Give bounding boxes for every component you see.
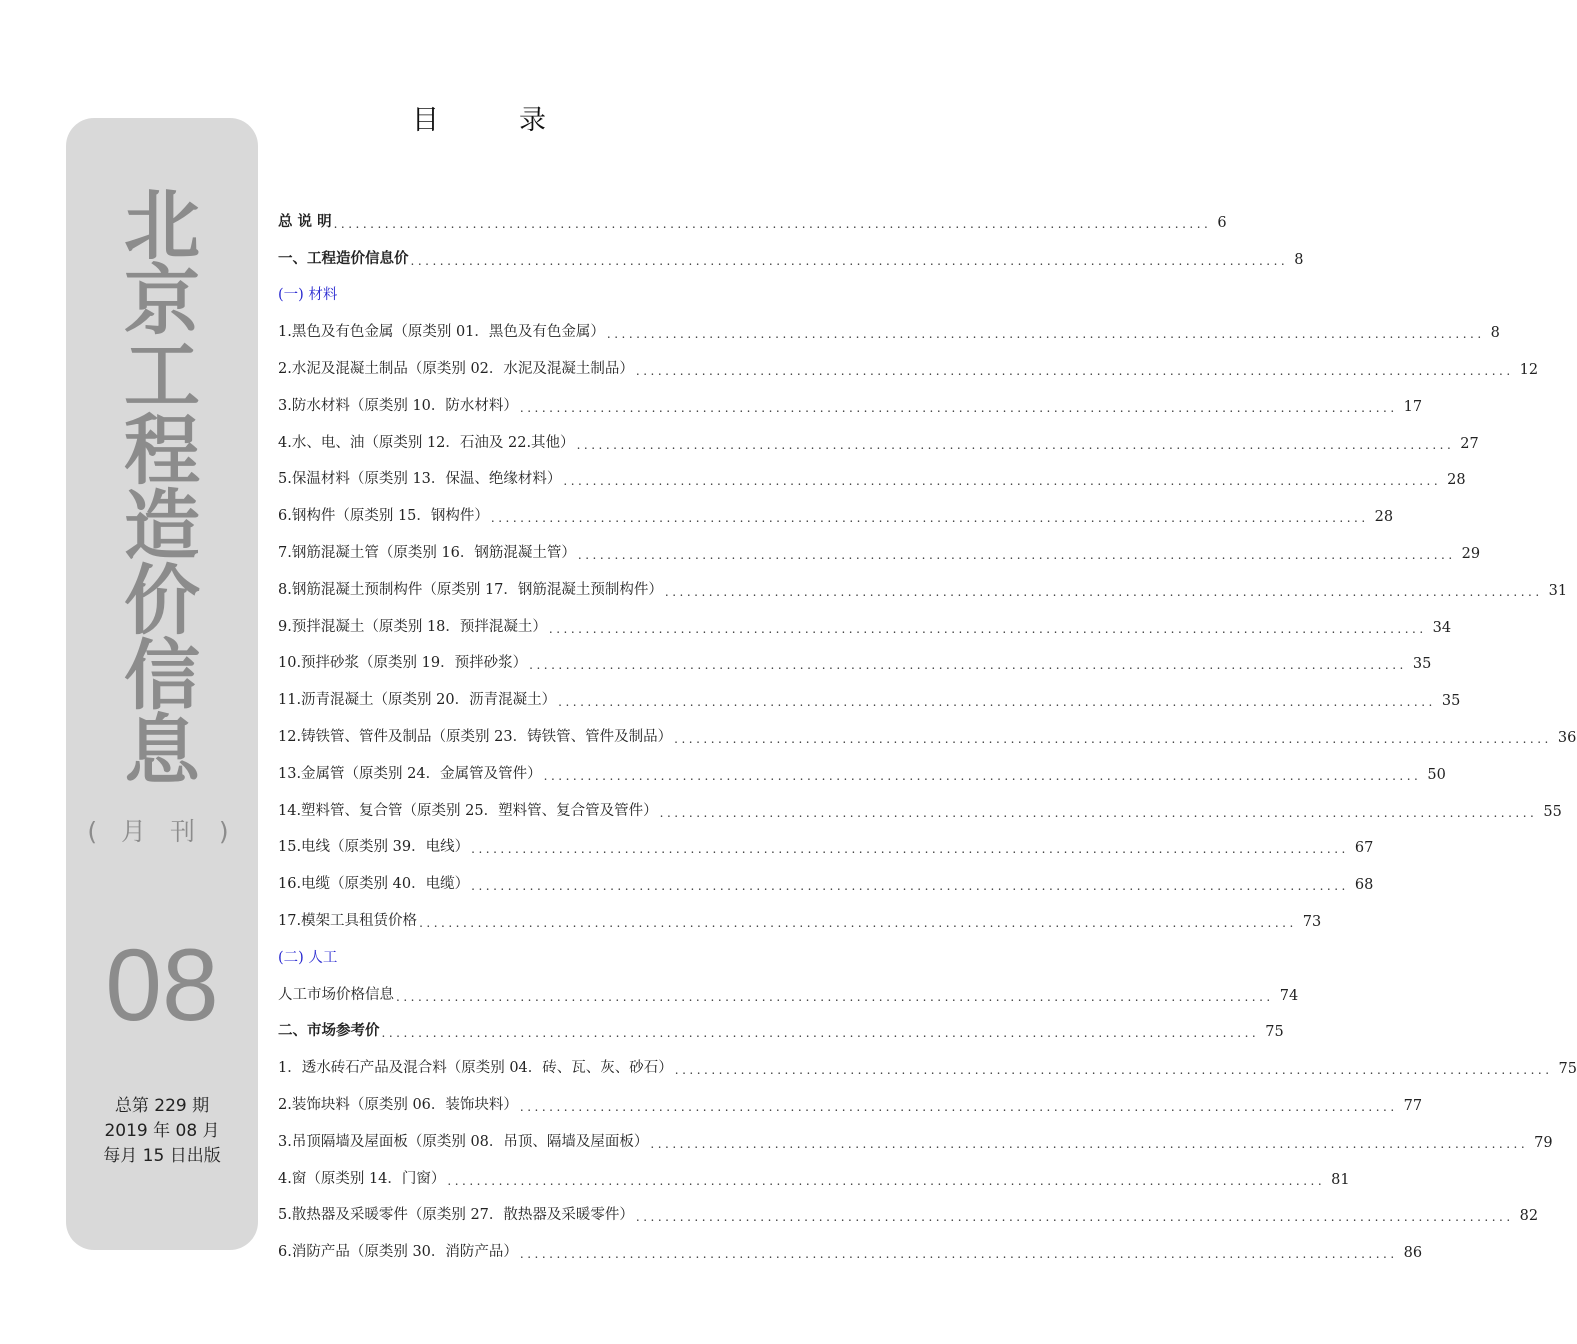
toc-entry[interactable] — [278, 347, 1539, 384]
toc-entry-label: 7.钢筋混凝土管（原类别 16．钢筋混凝土管） — [278, 544, 576, 561]
toc-entry-label: 10.预拌砂浆（原类别 19．预拌砂浆） — [278, 655, 528, 672]
toc-page-number: 28 — [1447, 472, 1466, 489]
toc-entry-label: 4.窗（原类别 14．门窗） — [278, 1170, 446, 1187]
toc-leader-dots: ........................................................................................................................ — [490, 511, 1369, 526]
masthead-char: 工 — [124, 331, 200, 420]
toc-entry-label: 2.装饰块料（原类别 06．装饰块料） — [278, 1096, 518, 1113]
toc-leader-dots: ........................................................................................................................ — [471, 879, 1349, 894]
toc-entry-label: 16.电缆（原类别 40．电缆） — [278, 876, 470, 893]
toc-entry[interactable] — [278, 1194, 1539, 1231]
toc-entry-label: 总 说 明 — [278, 212, 332, 230]
toc-leader-dots: ........................................................................................................................ — [519, 400, 1398, 415]
toc-entry[interactable] — [278, 826, 1374, 863]
toc-leader-dots: ........................................................................................................................ — [576, 437, 1455, 452]
toc-leader-dots: ........................................................................................................................ — [519, 1247, 1398, 1262]
toc-entry-label: 2.水泥及混凝土制品（原类别 02．水泥及混凝土制品） — [278, 360, 634, 377]
page-title-char: 目 — [412, 105, 439, 136]
toc-leader-dots: ........................................................................................................................ — [419, 915, 1297, 930]
masthead-char: 造 — [124, 481, 200, 570]
masthead-char: 信 — [124, 631, 200, 720]
toc-entry[interactable] — [278, 605, 1452, 642]
masthead-char: 息 — [124, 706, 200, 795]
toc-leader-dots: ........................................................................................................................ — [674, 1063, 1553, 1078]
toc-page-number: 29 — [1461, 545, 1481, 562]
toc-page-number: 55 — [1543, 803, 1562, 820]
toc-page-number: 86 — [1403, 1245, 1423, 1262]
toc-entry[interactable] — [278, 678, 1461, 715]
toc-leader-dots: ........................................................................................................................ — [563, 474, 1442, 489]
toc-entry-label: 13.金属管（原类别 24．金属管及管件） — [278, 765, 542, 782]
toc-entry[interactable] — [278, 1157, 1350, 1194]
toc-entry-label: 8.钢筋混凝土预制构件（原类别 17．钢筋混凝土预制构件） — [278, 581, 663, 598]
toc-entry[interactable] — [278, 384, 1423, 421]
toc-page-number: 8 — [1490, 325, 1500, 342]
toc-leader-dots: ........................................................................................................................ — [659, 805, 1538, 820]
toc-page-number: 35 — [1412, 656, 1432, 673]
toc-entry-label: 5.散热器及采暖零件（原类别 27．散热器及采暖零件） — [278, 1207, 634, 1224]
issue-number: 08 — [105, 928, 219, 1042]
toc-entry-label: 14.塑料管、复合管（原类别 25．塑料管、复合管及管件） — [278, 802, 658, 819]
toc-page-number: 12 — [1519, 361, 1539, 378]
issue-date: 2019 年 08 月 — [104, 1121, 220, 1141]
toc-entry-label: 12.铸铁管、管件及制品（原类别 23．铸铁管、管件及制品） — [278, 728, 673, 745]
toc-leader-dots: ........................................................................................................................ — [606, 327, 1485, 342]
toc-leader-dots: ........................................................................................................................ — [674, 731, 1552, 746]
toc-leader-dots: ........................................................................................................................ — [548, 621, 1427, 636]
toc-entry[interactable] — [278, 789, 1562, 826]
toc-entry[interactable] — [278, 1010, 1284, 1047]
toc-entry-label: 人工市场价格信息 — [278, 986, 394, 1003]
toc-entry[interactable] — [278, 1230, 1423, 1267]
toc-page-number: 50 — [1427, 766, 1446, 783]
toc-page-number: 34 — [1432, 619, 1452, 636]
toc-section-heading[interactable] — [278, 936, 874, 973]
toc-entry[interactable] — [278, 1120, 1553, 1157]
toc-entry[interactable] — [278, 1046, 1577, 1083]
toc-page-number: 75 — [1265, 1024, 1284, 1041]
toc-leader-dots: ........................................................................................................................ — [519, 1099, 1398, 1114]
toc-entry-label: 二、市场参考价 — [278, 1022, 380, 1040]
publication-frequency: ( 月 刊 ) — [87, 817, 237, 846]
table-of-contents — [278, 200, 1577, 1267]
toc-entry-label: 17.模架工具租赁价格 — [278, 912, 418, 929]
toc-entry-label: 9.预拌混凝土（原类别 18．预拌混凝土） — [278, 618, 547, 635]
toc-leader-dots: ........................................................................................................................ — [650, 1136, 1529, 1151]
toc-entry[interactable] — [278, 310, 1500, 347]
page-title-char: 录 — [519, 105, 546, 136]
toc-page-number: 31 — [1548, 582, 1568, 599]
toc-leader-dots: ........................................................................................................................ — [381, 1026, 1260, 1041]
toc-entry-label: 1．透水砖石产品及混合料（原类别 04．砖、瓦、灰、砂石） — [278, 1060, 673, 1077]
toc-leader-dots: ........................................................................................................................ — [543, 768, 1422, 783]
sidebar-panel — [66, 118, 258, 1250]
toc-page-number: 82 — [1519, 1208, 1539, 1225]
toc-page-number: 6 — [1217, 214, 1227, 231]
toc-entry[interactable] — [278, 752, 1446, 789]
toc-leader-dots: ........................................................................................................................ — [635, 363, 1514, 378]
masthead-vertical-title — [66, 181, 258, 795]
toc-entry[interactable] — [278, 862, 1374, 899]
toc-entry[interactable] — [278, 200, 1227, 237]
toc-leader-dots: ........................................................................................................................ — [471, 842, 1349, 857]
toc-entry-label: 3.防水材料（原类别 10．防水材料） — [278, 397, 518, 414]
toc-page-number: 8 — [1294, 251, 1304, 268]
toc-leader-dots: ........................................................................................................................ — [447, 1173, 1326, 1188]
toc-leader-dots: ........................................................................................................................ — [635, 1210, 1514, 1225]
toc-entry[interactable] — [278, 568, 1568, 605]
toc-page-number: 75 — [1558, 1061, 1577, 1078]
toc-entry-label: 15.电线（原类别 39．电线） — [278, 839, 470, 856]
toc-page-number: 79 — [1534, 1134, 1553, 1151]
toc-entry[interactable] — [278, 642, 1432, 679]
toc-leader-dots: ........................................................................................................................ — [558, 695, 1436, 710]
toc-entry-label: 3.吊顶隔墙及屋面板（原类别 08．吊顶、隔墙及屋面板） — [278, 1133, 649, 1150]
toc-entry-label: 1.黑色及有色金属（原类别 01．黑色及有色金属） — [278, 324, 605, 341]
toc-entry[interactable] — [278, 237, 1304, 274]
toc-page-number: 67 — [1354, 840, 1374, 857]
toc-entry-label: 4.水、电、油（原类别 12．石油及 22.其他） — [278, 434, 575, 451]
toc-entry-label: 5.保温材料（原类别 13．保温、绝缘材料） — [278, 471, 562, 488]
toc-page-number: 28 — [1374, 509, 1394, 526]
toc-page-number: 68 — [1354, 877, 1374, 894]
toc-entry[interactable] — [278, 715, 1577, 752]
toc-leader-dots: ........................................................................................................................ — [333, 216, 1212, 231]
toc-entry[interactable] — [278, 1083, 1423, 1120]
masthead-char: 程 — [124, 406, 200, 495]
toc-page-number: 27 — [1460, 435, 1479, 452]
masthead-char: 价 — [124, 556, 200, 645]
toc-leader-dots: ........................................................................................................................ — [664, 584, 1543, 599]
toc-entry[interactable] — [278, 458, 1466, 495]
toc-page-number: 35 — [1441, 693, 1461, 710]
toc-entry-label: 6.钢构件（原类别 15．钢构件） — [278, 508, 489, 525]
toc-page-number: 77 — [1403, 1097, 1423, 1114]
toc-leader-dots: ........................................................................................................................ — [529, 658, 1407, 673]
masthead-char: 京 — [124, 256, 200, 345]
masthead-char: 北 — [124, 181, 200, 270]
issue-info — [66, 1094, 258, 1169]
toc-leader-dots: ........................................................................................................................ — [577, 547, 1456, 562]
toc-page-number: 73 — [1302, 913, 1322, 930]
toc-entry[interactable] — [278, 973, 1299, 1010]
toc-entry-label: 6.消防产品（原类别 30．消防产品） — [278, 1244, 518, 1261]
toc-section-heading[interactable] — [278, 274, 874, 311]
toc-leader-dots: ........................................................................................................................ — [410, 253, 1289, 268]
issue-schedule: 每月 15 日出版 — [103, 1146, 221, 1166]
toc-entry-label: 11.沥青混凝土（原类别 20．沥青混凝土） — [278, 692, 557, 709]
toc-page-number: 81 — [1331, 1171, 1350, 1188]
toc-entry[interactable] — [278, 421, 1479, 458]
toc-entry-label: (一) 材料 — [278, 287, 338, 304]
page-title — [412, 98, 546, 137]
toc-entry-label: 一、工程造价信息价 — [278, 249, 409, 267]
toc-entry-label: (二) 人工 — [278, 949, 338, 966]
toc-entry[interactable] — [278, 531, 1481, 568]
toc-entry[interactable] — [278, 494, 1394, 531]
toc-page-number: 36 — [1557, 729, 1577, 746]
toc-leader-dots: ........................................................................................................................ — [396, 989, 1274, 1004]
toc-page-number: 17 — [1403, 398, 1423, 415]
issue-serial: 总第 229 期 — [114, 1096, 210, 1116]
toc-page-number: 74 — [1279, 987, 1299, 1004]
toc-entry[interactable] — [278, 899, 1322, 936]
